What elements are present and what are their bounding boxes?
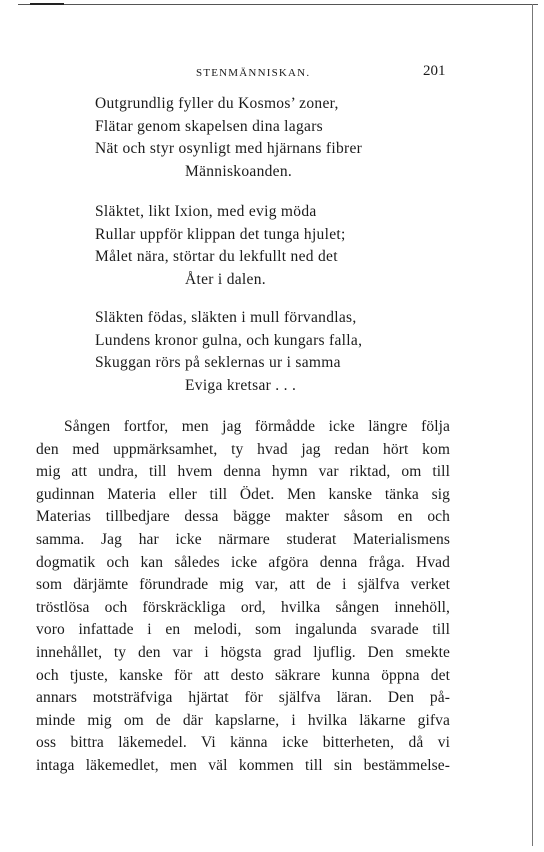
verse-line: Släktet, likt Ixion, med evig möda — [95, 203, 317, 220]
prose-line: mig att undra, till hvem denna hymn var riktad, om till — [36, 463, 450, 481]
prose-line: samma. Jag har icke närmare studerat Materialismens — [36, 530, 450, 548]
running-head: STENMÄNNISKAN. — [196, 67, 311, 79]
stanza-3 — [95, 307, 362, 397]
prose-line: annars motsträfviga hjärtat för själfva läran. Den på- — [36, 689, 450, 707]
prose-line: som därjämte förundrade mig var, att de i själfva verket — [36, 576, 450, 594]
stanza-2 — [95, 201, 346, 291]
prose-line: oss bittra läkemedel. Vi känna icke bitterheten, då vi — [36, 734, 450, 752]
verse-line-short: Eviga kretsar . . . — [185, 376, 297, 394]
prose-line: dogmatik och kan således icke afgöra denna fråga. Hvad — [36, 553, 450, 571]
prose-line: tröstlösa och förskräckliga ord, hvilka sången innehöll, — [36, 598, 450, 616]
prose-line: Materias tillbedjare dessa bägge makter såsom en och — [36, 508, 450, 526]
prose-line: gudinnan Materia eller till Ödet. Men kanske tänka sig — [36, 485, 450, 503]
verse-line: Släkten födas, släkten i mull förvandlas, — [95, 309, 357, 326]
verse-line: Lundens kronor gulna, och kungars falla, — [95, 331, 363, 349]
page-header — [0, 62, 544, 82]
prose-line: den med uppmärksamhet, ty hvad jag redan hört kom — [36, 440, 450, 458]
verse-line: Nät och styr osynligt med hjärnans fibrer — [95, 140, 363, 157]
top-rule-mark — [30, 3, 64, 5]
prose-line: och tjuste, kanske för att desto säkrare kunna öppna det — [36, 666, 450, 684]
verse-line-short: Åter i dalen. — [185, 270, 266, 288]
verse-line-short: Människoanden. — [185, 162, 293, 180]
prose-line: Sången fortfor, men jag förmådde icke längre följa — [64, 418, 450, 435]
verse-line: Skuggan rörs på seklernas ur i samma — [95, 354, 341, 371]
verse-line: Outgrundlig fyller du Kosmos’ zoner, — [95, 95, 339, 112]
stanza-1 — [95, 93, 362, 183]
verse-line: Rullar uppför klippan det tunga hjulet; — [95, 225, 346, 243]
prose-line: intaga läkemedlet, men väl kommen till sin bestämmelse- — [36, 756, 450, 774]
prose-line: innehållet, ty den var i högsta grad ljuflig. Den smekte — [36, 643, 450, 661]
top-rule — [18, 4, 538, 5]
verse-line: Målet nära, störtar du lekfullt ned det — [95, 248, 338, 265]
prose-paragraph — [36, 416, 450, 778]
verse-line: Flätar genom skapelsen dina lagars — [95, 117, 323, 135]
page-number: 201 — [423, 63, 446, 79]
prose-line: voro infattade i en melodi, som ingalunda svarade till — [36, 621, 450, 639]
right-margin-rule — [532, 4, 533, 846]
prose-line: minde mig om de där kapslarne, i hvilka läkarne gifva — [36, 711, 450, 729]
